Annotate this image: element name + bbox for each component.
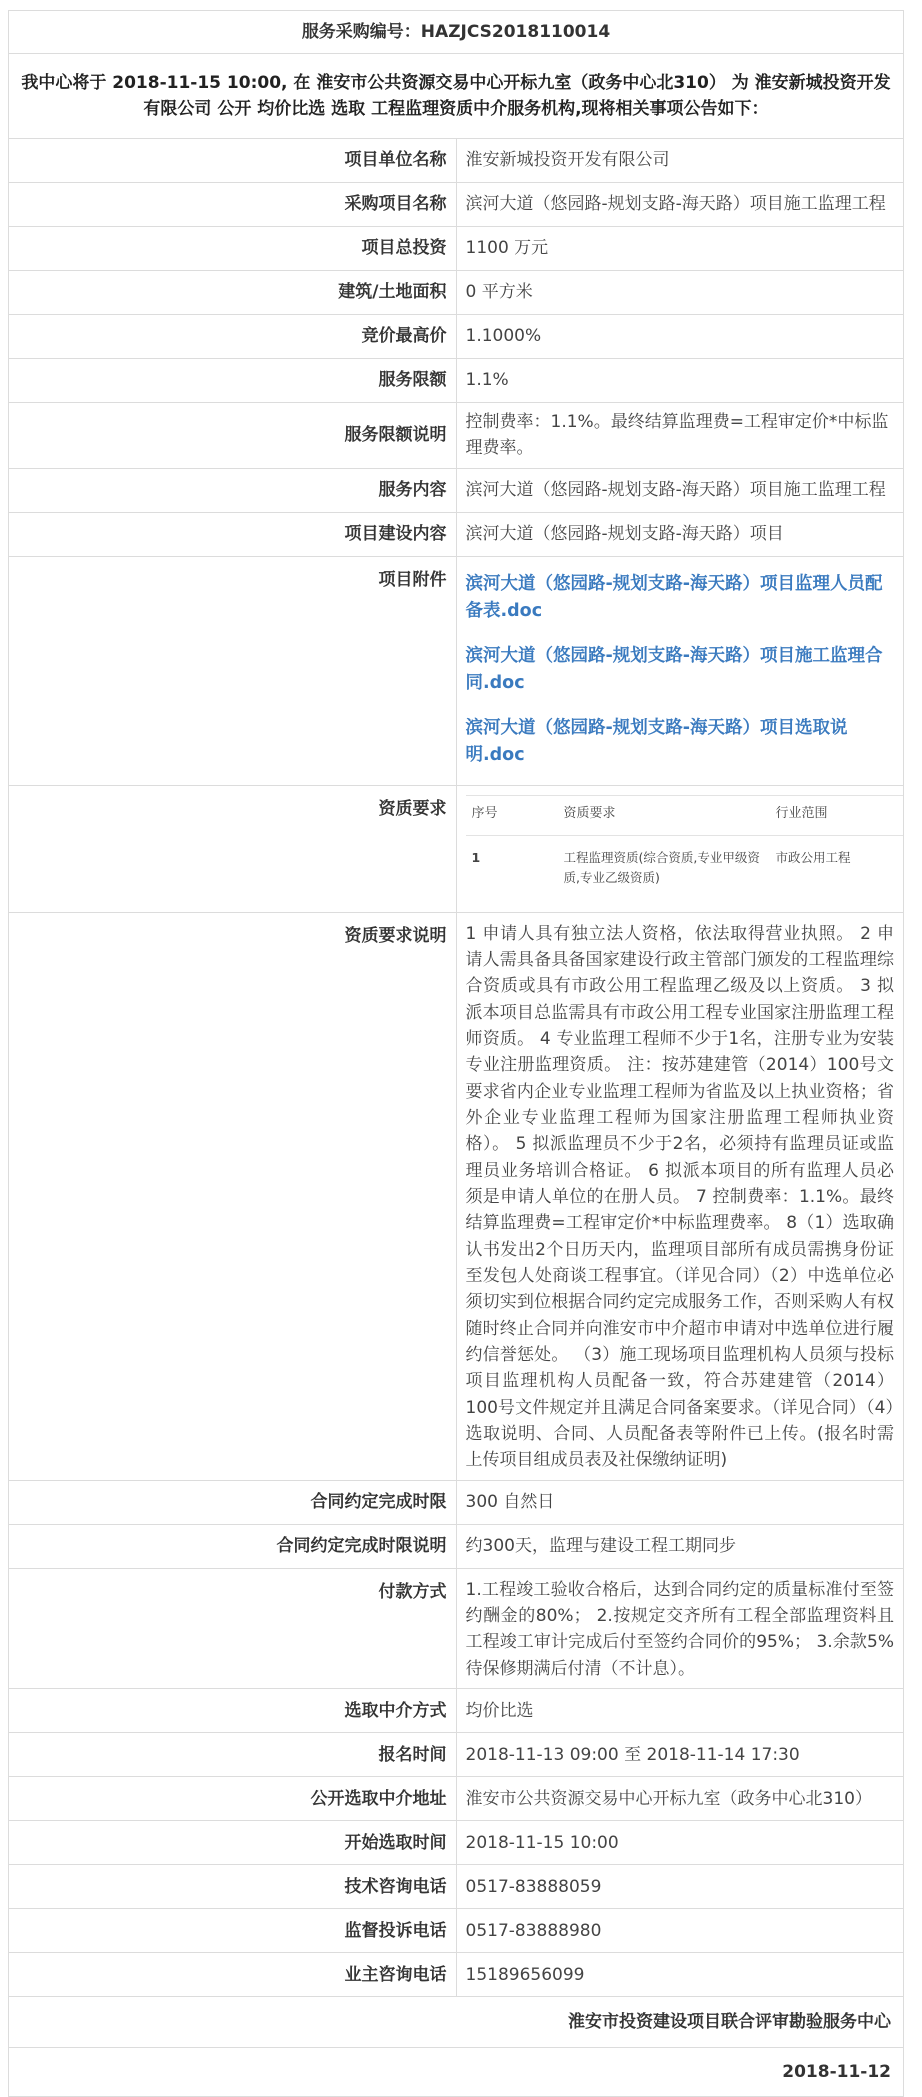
label-signup: 报名时间 xyxy=(9,1733,457,1777)
issue-date: 2018-11-12 xyxy=(9,2048,904,2097)
row-unit xyxy=(9,139,904,183)
row-max-price xyxy=(9,315,904,359)
issuing-organization: 淮安市投资建设项目联合评审勘验服务中心 xyxy=(9,1997,904,2048)
row-qualification xyxy=(9,786,904,912)
label-complaint-phone: 监督投诉电话 xyxy=(9,1909,457,1953)
value-tech-phone: 0517-83888059 xyxy=(456,1865,904,1909)
value-payment: 1.工程竣工验收合格后，达到合同约定的质量标准付至签约酬金的80%； 2.按规定交齐所有工程全部监理资料且工程竣工审计完成后付至签约合同价的95%； 3.余款5%待保修期满后付清（不计息）。 xyxy=(456,1568,904,1688)
value-start: 2018-11-15 10:00 xyxy=(456,1821,904,1865)
row-attachments xyxy=(9,556,904,786)
label-method: 选取中介方式 xyxy=(9,1689,457,1733)
row-build-content xyxy=(9,512,904,556)
label-deadline: 合同约定完成时限 xyxy=(9,1480,457,1524)
qual-item-req: 工程监理资质(综合资质,专业甲级资质,专业乙级资质) xyxy=(563,849,760,885)
label-unit: 项目单位名称 xyxy=(9,139,457,183)
row-method xyxy=(9,1689,904,1733)
row-limit xyxy=(9,359,904,403)
label-project-name: 采购项目名称 xyxy=(9,183,457,227)
label-attachments: 项目附件 xyxy=(9,556,457,786)
label-payment: 付款方式 xyxy=(9,1568,457,1688)
label-area: 建筑/土地面积 xyxy=(9,271,457,315)
value-limit-desc: 控制费率：1.1%。最终结算监理费=工程审定价*中标监理费率。 xyxy=(456,403,904,469)
row-service-content xyxy=(9,468,904,512)
value-max-price: 1.1000% xyxy=(456,315,904,359)
attachment-link-staffing[interactable]: 滨河大道（悠园路-规划支路-海天路）项目监理人员配备表.doc xyxy=(465,573,883,621)
value-unit: 淮安新城投资开发有限公司 xyxy=(456,139,904,183)
qual-header-no: 序号 xyxy=(466,796,558,835)
value-deadline: 300 自然日 xyxy=(456,1480,904,1524)
value-owner-phone: 15189656099 xyxy=(456,1953,904,1997)
footer-org-row xyxy=(9,1997,904,2048)
qual-header-scope: 行业范围 xyxy=(770,796,904,835)
announcement-table xyxy=(8,10,904,2097)
row-payment xyxy=(9,1568,904,1688)
label-start: 开始选取时间 xyxy=(9,1821,457,1865)
row-limit-desc xyxy=(9,403,904,469)
value-signup: 2018-11-13 09:00 至 2018-11-14 17:30 xyxy=(456,1733,904,1777)
procurement-code: 服务采购编号：HAZJCS2018110014 xyxy=(9,11,904,54)
label-deadline-desc: 合同约定完成时限说明 xyxy=(9,1524,457,1568)
value-qual-desc: 1 申请人具有独立法人资格，依法取得营业执照。 2 申请人需具备具备国家建设行政主管部门颁发的工程监理综合资质或具有市政公用工程监理乙级及以上资质。 3 拟派本项目总监需具有市政公用工程专业国家注册监理工程师资质。 4 专业监理工程师不少于1名，注册专业为安装专业注册监理资质。 注：按苏建建管（2014）100号文要求省内企业专业监理工程师为省监及以上执业资格；省外企业专业监理工程师为国家注册监理工程师执业资格）。 5 拟派监理员不少于2名，必须持有监理员证或监理员业务培训合格证。 6 拟派本项目的所有监理人员必须是申请人单位的在册人员。 7 控制费率：1.1%。最终结算监理费=工程审定价*中标监理费率。 8（1）选取确认书发出2个日历天内，监理项目部所有成员需携身份证至发包人处商谈工程事宜。（详见合同）（2）中选单位必须切实到位根据合同约定完成服务工作，否则采购人有权随时终止合同并向淮安市中介超市申请对中选单位进行履约信誉惩处。 （3）施工现场项目监理机构人员须与投标项目监理机构人员配备一致，符合苏建建管（2014）100号文件规定并且满足合同备案要求。（详见合同）（4）选取说明、合同、人员配备表等附件已上传。(报名时需上传项目组成员表及社保缴纳证明) xyxy=(456,912,904,1480)
qual-header-req: 资质要求 xyxy=(558,796,770,835)
label-max-price: 竞价最高价 xyxy=(9,315,457,359)
value-project-name: 滨河大道（悠园路-规划支路-海天路）项目施工监理工程 xyxy=(456,183,904,227)
announcement-page xyxy=(8,10,904,2097)
row-area xyxy=(9,271,904,315)
qualification-cell xyxy=(456,786,904,912)
row-signup xyxy=(9,1733,904,1777)
announcement-intro: 我中心将于 2018-11-15 10:00, 在 淮安市公共资源交易中心开标九室（政务中心北310） 为 淮安新城投资开发有限公司 公开 均价比选 选取 工程监理资质中介服务机构,现将相关事项公告如下： xyxy=(9,54,904,139)
row-owner-phone xyxy=(9,1953,904,1997)
row-start xyxy=(9,1821,904,1865)
label-tech-phone: 技术咨询电话 xyxy=(9,1865,457,1909)
qualification-header-row xyxy=(466,796,904,835)
row-tech-phone xyxy=(9,1865,904,1909)
label-limit: 服务限额 xyxy=(9,359,457,403)
row-qual-desc xyxy=(9,912,904,1480)
attachment-list xyxy=(456,556,904,786)
value-deadline-desc: 约300天，监理与建设工程工期同步 xyxy=(456,1524,904,1568)
row-address xyxy=(9,1777,904,1821)
label-limit-desc: 服务限额说明 xyxy=(9,403,457,469)
row-investment xyxy=(9,227,904,271)
value-investment: 1100 万元 xyxy=(456,227,904,271)
label-build-content: 项目建设内容 xyxy=(9,512,457,556)
attachment-link-instructions[interactable]: 滨河大道（悠园路-规划支路-海天路）项目选取说明.doc xyxy=(465,718,848,766)
value-complaint-phone: 0517-83888980 xyxy=(456,1909,904,1953)
row-project-name xyxy=(9,183,904,227)
row-deadline-desc xyxy=(9,1524,904,1568)
label-owner-phone: 业主咨询电话 xyxy=(9,1953,457,1997)
value-service-content: 滨河大道（悠园路-规划支路-海天路）项目施工监理工程 xyxy=(456,468,904,512)
label-qualification: 资质要求 xyxy=(9,786,457,912)
footer-date-row xyxy=(9,2048,904,2097)
attachment-link-contract[interactable]: 滨河大道（悠园路-规划支路-海天路）项目施工监理合同.doc xyxy=(465,645,883,694)
label-service-content: 服务内容 xyxy=(9,468,457,512)
value-method: 均价比选 xyxy=(456,1689,904,1733)
value-limit: 1.1% xyxy=(456,359,904,403)
value-address: 淮安市公共资源交易中心开标九室（政务中心北310） xyxy=(456,1777,904,1821)
qual-item-no: 1 xyxy=(471,849,481,865)
row-complaint-phone xyxy=(9,1909,904,1953)
value-build-content: 滨河大道（悠园路-规划支路-海天路）项目 xyxy=(456,512,904,556)
value-area: 0 平方米 xyxy=(456,271,904,315)
label-investment: 项目总投资 xyxy=(9,227,457,271)
label-address: 公开选取中介地址 xyxy=(9,1777,457,1821)
qual-item-scope: 市政公用工程 xyxy=(775,849,851,865)
qualification-table xyxy=(466,795,904,897)
row-deadline xyxy=(9,1480,904,1524)
label-qual-desc: 资质要求说明 xyxy=(9,912,457,1480)
table-row xyxy=(466,835,904,898)
